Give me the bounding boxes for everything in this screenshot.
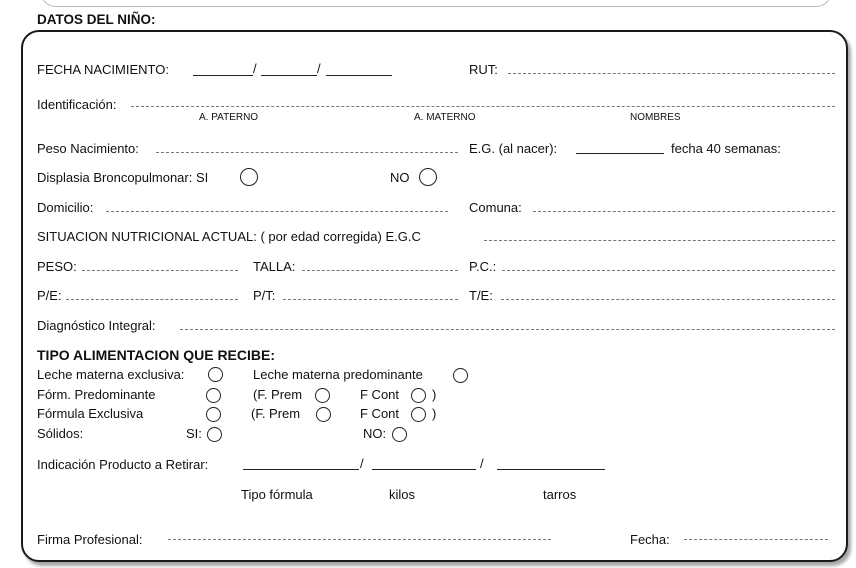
- fe-close-paren: ): [432, 406, 437, 421]
- te-field[interactable]: [501, 299, 835, 300]
- identificacion-label: Identificación:: [37, 97, 117, 112]
- solidos-si-label: SI:: [186, 426, 202, 441]
- leche-materna-exclusiva-radio[interactable]: [208, 367, 223, 382]
- eg-nacer-field[interactable]: [576, 153, 664, 154]
- firma-profesional-field[interactable]: [168, 539, 551, 540]
- talla-field[interactable]: [302, 270, 458, 271]
- comuna-label: Comuna:: [469, 200, 522, 215]
- producto-slash-1: /: [360, 456, 364, 471]
- domicilio-label: Domicilio:: [37, 200, 94, 215]
- fecha-footer-field[interactable]: [684, 539, 828, 540]
- solidos-no-radio[interactable]: [392, 427, 407, 442]
- fecha-nacimiento-label: FECHA NACIMIENTO:: [37, 62, 169, 77]
- fe-prem-radio[interactable]: [316, 407, 331, 422]
- fecha-dia-field[interactable]: [193, 75, 253, 76]
- top-decorative-edge: [40, 0, 832, 7]
- date-slash-1: /: [253, 61, 257, 76]
- solidos-no-label: NO:: [363, 426, 387, 441]
- fecha-40-semanas-label: fecha 40 semanas:: [671, 141, 781, 156]
- fecha-anio-field[interactable]: [326, 75, 392, 76]
- domicilio-field[interactable]: [106, 211, 448, 212]
- producto-tipo-field[interactable]: [243, 469, 359, 470]
- diagnostico-label: Diagnóstico Integral:: [37, 318, 156, 333]
- kilos-label: kilos: [389, 487, 416, 502]
- fe-prem-label: (F. Prem: [251, 406, 301, 421]
- nombres-label: NOMBRES: [630, 112, 681, 123]
- leche-materna-predominante-label: Leche materna predominante: [253, 367, 423, 382]
- date-slash-2: /: [317, 61, 321, 76]
- formula-exclusiva-label: Fórmula Exclusiva: [37, 406, 144, 421]
- fe-cont-label: F Cont: [360, 406, 400, 421]
- leche-materna-exclusiva-label: Leche materna exclusiva:: [37, 367, 185, 382]
- pc-field[interactable]: [502, 270, 835, 271]
- eg-nacer-label: E.G. (al nacer):: [469, 141, 558, 156]
- pt-field[interactable]: [283, 299, 458, 300]
- peso-label: PESO:: [37, 259, 77, 274]
- te-label: T/E:: [469, 288, 493, 303]
- talla-label: TALLA:: [253, 259, 296, 274]
- pe-field[interactable]: [66, 299, 238, 300]
- producto-slash-2: /: [480, 456, 484, 471]
- pc-label: P.C.:: [469, 259, 497, 274]
- tarros-label: tarros: [543, 487, 577, 502]
- diagnostico-field[interactable]: [180, 329, 835, 330]
- peso-nacimiento-label: Peso Nacimiento:: [37, 141, 139, 156]
- producto-label: Indicación Producto a Retirar:: [37, 457, 209, 472]
- fecha-footer-label: Fecha:: [630, 532, 670, 547]
- rut-label: RUT:: [469, 62, 498, 77]
- displasia-si-radio[interactable]: [240, 168, 258, 186]
- section-title: DATOS DEL NIÑO:: [37, 12, 156, 27]
- form-frame: [21, 30, 848, 562]
- peso-field[interactable]: [82, 270, 238, 271]
- situacion-nutricional-label: SITUACION NUTRICIONAL ACTUAL: ( por edad corregida) E.G.C: [37, 229, 421, 244]
- firma-profesional-label: Firma Profesional:: [37, 532, 143, 547]
- displasia-no-label: NO: [390, 170, 410, 185]
- identificacion-field[interactable]: [131, 106, 835, 107]
- formula-exclusiva-radio[interactable]: [206, 407, 221, 422]
- rut-field[interactable]: [508, 73, 835, 74]
- displasia-label: Displasia Broncopulmonar: SI: [37, 170, 209, 185]
- fe-cont-radio[interactable]: [411, 407, 426, 422]
- solidos-label: Sólidos:: [37, 426, 84, 441]
- pe-label: P/E:: [37, 288, 62, 303]
- producto-kilos-field[interactable]: [372, 469, 476, 470]
- fp-prem-radio[interactable]: [315, 388, 330, 403]
- fp-prem-label: (F. Prem: [253, 387, 303, 402]
- formula-predominante-label: Fórm. Predominante: [37, 387, 156, 402]
- fp-close-paren: ): [432, 387, 437, 402]
- fp-cont-label: F Cont: [360, 387, 400, 402]
- pt-label: P/T:: [253, 288, 276, 303]
- fp-cont-radio[interactable]: [411, 388, 426, 403]
- leche-materna-predominante-radio[interactable]: [453, 368, 468, 383]
- tipo-formula-label: Tipo fórmula: [241, 487, 313, 502]
- displasia-no-radio[interactable]: [419, 168, 437, 186]
- comuna-field[interactable]: [533, 211, 835, 212]
- situacion-nutricional-field[interactable]: [484, 240, 835, 241]
- a-paterno-label: A. PATERNO: [199, 112, 259, 123]
- peso-nacimiento-field[interactable]: [156, 152, 458, 153]
- alimentacion-heading: TIPO ALIMENTACION QUE RECIBE:: [37, 347, 275, 363]
- solidos-si-radio[interactable]: [207, 427, 222, 442]
- formula-predominante-radio[interactable]: [206, 388, 221, 403]
- producto-tarros-field[interactable]: [497, 469, 605, 470]
- a-materno-label: A. MATERNO: [414, 112, 476, 123]
- fecha-mes-field[interactable]: [261, 75, 317, 76]
